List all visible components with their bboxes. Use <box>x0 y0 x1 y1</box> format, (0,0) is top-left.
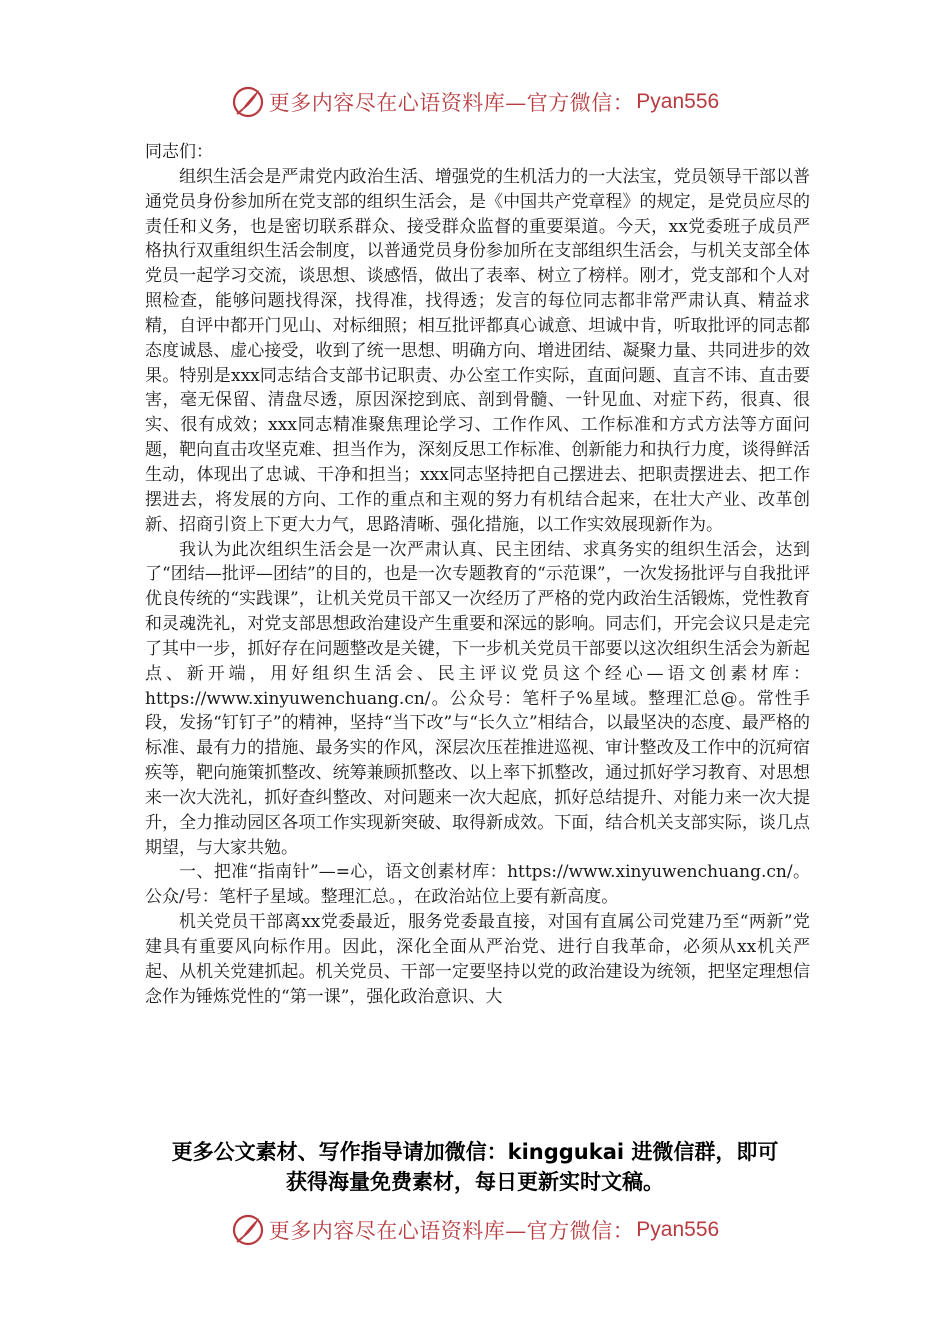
watermark-wechat-id: Pyan556 <box>636 1218 720 1241</box>
paragraph: 机关党员干部离xx党委最近，服务党委最直接，对国有直属公司党建乃至“两新”党建具有重要风向标作用。因此，深化全面从严治党、进行自我革命，必须从xx机关严起、从机关党建抓起。机关党员、干部一定要坚持以党的政治建设为统领，把坚定理想信念作为锤炼党性的“第一课”，强化政治意识、大 <box>145 912 810 1007</box>
paragraph: 我认为此次组织生活会是一次严肃认真、民主团结、求真务实的组织生活会，达到了“团结—批评—团结”的目的，也是一次专题教育的“示范课”，一次发扬批评与自我批评优良传统的“实践课”，让机关党员干部又一次经历了严格的党内政治生活锻炼，党性教育和灵魂洗礼，对党支部思想政治建设产生重要和深远的影响。同志们，开完会议只是走完了其中一步，抓好存在问题整改是关键，下一步机关党员干部要以这次组织生活会为新起点、新开端，用好组织生活会、民主评议党员这个经心—语文创素材库：https://www.xinyuwenchuang.cn/。公众号：笔杆子%星域。整理汇总@。常性手段，发扬“钉钉子”的精神，坚持“当下改”与“长久立”相结合，以最坚决的态度、最严格的标准、最有力的措施、最务实的作风，深层次压茬推进巡视、审计整改及工作中的沉疴宿疾等，靶向施策抓整改、统筹兼顾抓整改、以上率下抓整改，通过抓好学习教育、对思想来一次大洗礼，抓好查纠整改、对问题来一次大起底，抓好总结提升、对能力来一次大提升，全力推动园区各项工作实现新突破、取得新成效。下面，结合机关支部实际，谈几点期望，与大家共勉。 <box>145 539 810 858</box>
promo-line-1: 更多公文素材、写作指导请加微信：kinggukai 进微信群，即可 <box>171 1140 779 1164</box>
header-watermark <box>0 82 950 122</box>
quill-pen-icon <box>231 85 265 119</box>
section-heading: 一、把准“指南针”—=心，语文创素材库：https://www.xinyuwenchuang.cn/。公众/号：笔杆子星域。整理汇总。，在政治站位上要有新高度。 <box>145 862 810 908</box>
watermark-text: 更多内容尽在心语资料库—官方微信： <box>268 91 635 115</box>
promo-line-2: 获得海量免费素材，每日更新实时文稿。 <box>286 1170 664 1194</box>
document-body <box>145 140 810 1010</box>
paragraph: 组织生活会是严肃党内政治生活、增强党的生机活力的一大法宝，党员领导干部以普通党员身份参加所在党支部的组织生活会，是《中国共产党章程》的规定，是党员应尽的责任和义务，也是密切联系群众、接受群众监督的重要渠道。今天，xx党委班子成员严格执行双重组织生活会制度，以普通党员身份参加所在支部组织生活会，与机关支部全体党员一起学习交流，谈思想、谈感悟，做出了表率、树立了榜样。刚才，党支部和个人对照检查，能够问题找得深，找得准，找得透；发言的每位同志都非常严肃认真、精益求精，自评中都开门见山、对标细照；相互批评都真心诚意、坦诚中肯，听取批评的同志都态度诚恳、虚心接受，收到了统一思想、明确方向、增进团结、凝聚力量、共同进步的效果。特别是xxx同志结合支部书记职责、办公室工作实际，直面问题、直言不讳、直击要害，毫无保留、清盘尽透，原因深挖到底、剖到骨髓、一针见血、对症下药，很真、很实、很有成效；xxx同志精准聚焦理论学习、工作作风、工作标准和方式方法等方面问题，靶向直击攻坚克难、担当作为，深刻反思工作标准、创新能力和执行力度，谈得鲜活生动，体现出了忠诚、干净和担当；xxx同志坚持把自己摆进去、把职责摆进去、把工作摆进去，将发展的方向、工作的重点和主观的努力有机结合起来，在壮大产业、改革创新、招商引资上下更大力气，思路清晰、强化措施，以工作实效展现新作为。 <box>145 166 810 535</box>
footer-watermark <box>0 1210 950 1250</box>
watermark-wechat-id: Pyan556 <box>636 90 720 113</box>
watermark-text: 更多内容尽在心语资料库—官方微信： <box>268 1219 635 1243</box>
quill-pen-icon <box>231 1213 265 1247</box>
salutation: 同志们： <box>145 142 213 162</box>
promo-banner <box>100 1137 850 1197</box>
